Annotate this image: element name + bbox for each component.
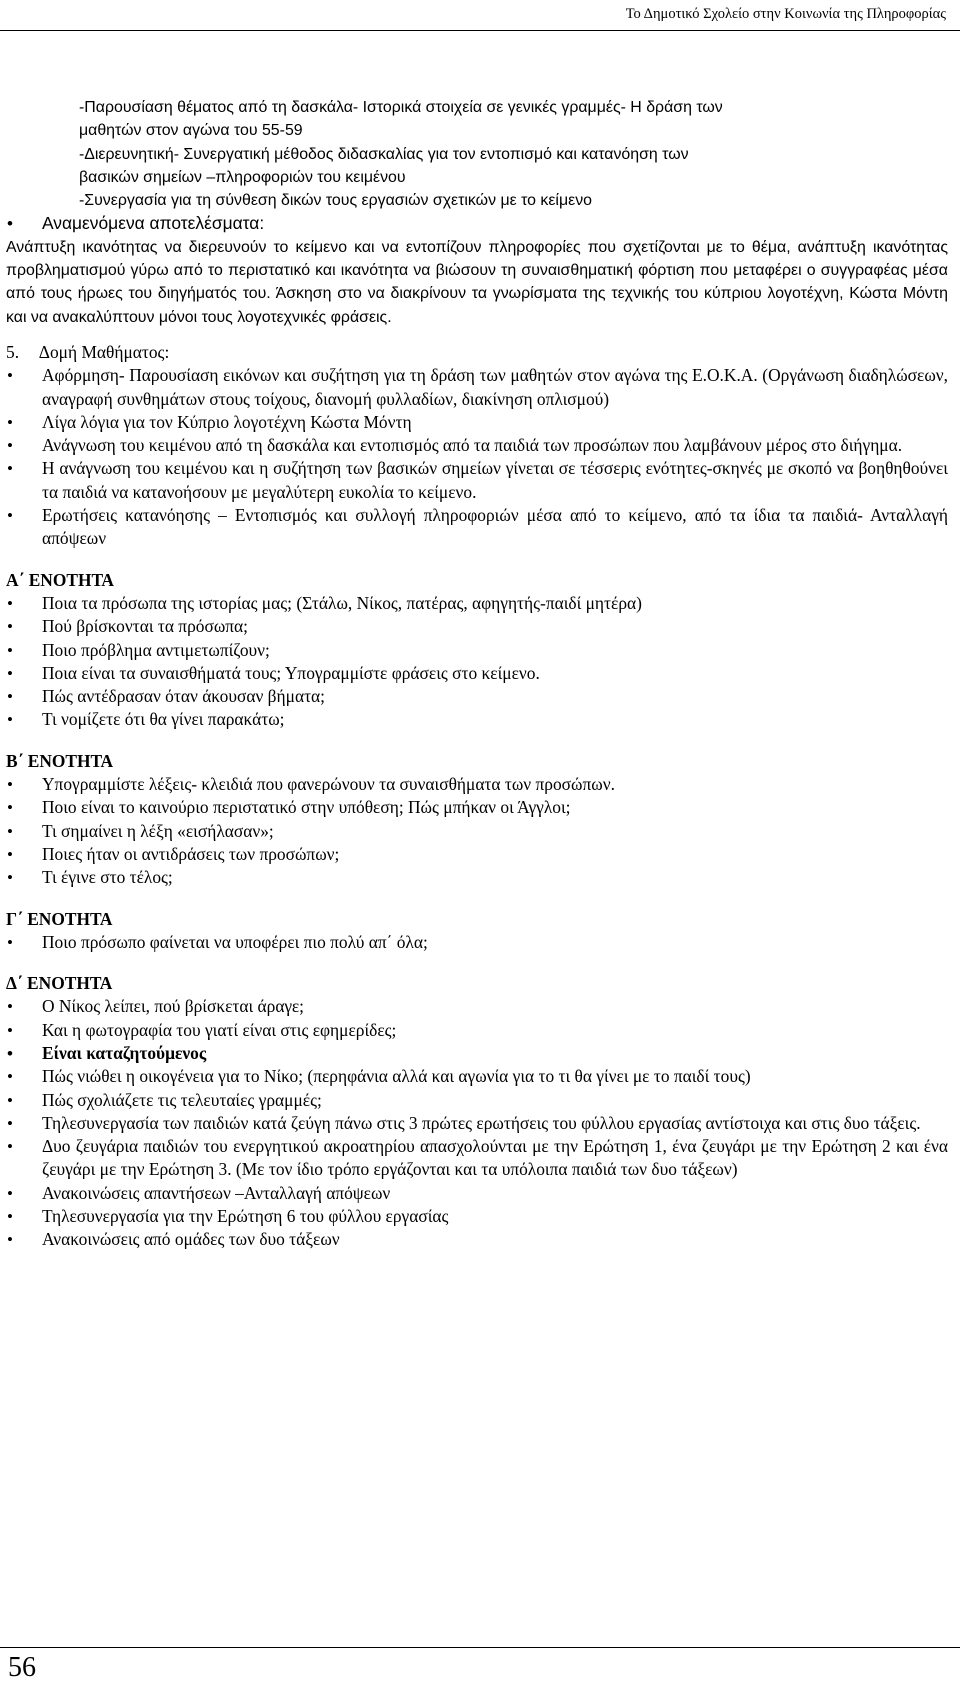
lesson-structure-list — [6, 364, 948, 550]
list-item: • Ποια τα πρόσωπα της ιστορίας μας; (Στάλω, Νίκος, πατέρας, αφηγητής-παιδί μητέρα) — [6, 592, 948, 615]
section-d-title: Δ΄ ΕΝΟΤΗΤΑ — [6, 973, 113, 994]
running-header: Το Δημοτικό Σχολείο στην Κοινωνία της Πληροφορίας — [625, 6, 946, 22]
intro-line: -Συνεργασία για τη σύνθεση δικών τους εργασιών σχετικών με το κείμενο — [79, 192, 592, 210]
list-item: • Τι έγινε στο τέλος; — [6, 866, 948, 889]
list-item: • Τι νομίζετε ότι θα γίνει παρακάτω; — [6, 708, 948, 731]
list-item: • Λίγα λόγια για τον Κύπριο λογοτέχνη Κώστα Μόντη — [6, 411, 948, 434]
section-title: Δομή Μαθήματος: — [38, 341, 170, 362]
section-c-list — [6, 931, 948, 954]
document-body — [6, 96, 948, 1252]
list-item: • Ο Νίκος λείπει, πού βρίσκεται άραγε; — [6, 995, 948, 1018]
list-item: • Υπογραμμίστε λέξεις- κλειδιά που φανερώνουν τα συναισθήματα των προσώπων. — [6, 773, 948, 796]
section-a-list — [6, 592, 948, 732]
list-item: • Δυο ζευγάρια παιδιών του ενεργητικού ακροατηρίου απασχολούνται με την Ερώτηση 1, ένα ζευγάρι με την Ερώτηση 2 και ένα ζευγάρι με την Ερώτηση 3. (Με τον ίδιο τρόπο εργάζονται και τα υπόλοιπα παιδιά των δυο τάξεων) — [6, 1135, 948, 1182]
list-item: • Ποιες ήταν οι αντιδράσεις των προσώπων; — [6, 843, 948, 866]
intro-line: -Διερευνητική- Συνεργατική μέθοδος διδασκαλίας για τον εντοπισμό και κατανόηση των — [79, 145, 689, 163]
section-a-title: Α΄ ΕΝΟΤΗΤΑ — [6, 569, 114, 590]
intro-line: βασικών σημείων –πληροφοριών του κειμένου — [79, 168, 406, 186]
list-item: • Τι σημαίνει η λέξη «εισήλασαν»; — [6, 820, 948, 843]
section-c-title: Γ΄ ΕΝΟΤΗΤΑ — [6, 908, 113, 929]
intro-block — [6, 96, 948, 212]
footer-divider — [0, 1647, 960, 1648]
list-item: • Ποια είναι τα συναισθήματά τους; Υπογραμμίστε φράσεις στο κείμενο. — [6, 662, 948, 685]
list-item: • Ποιο είναι το καινούριο περιστατικό στην υπόθεση; Πώς μπήκαν οι Άγγλοι; — [6, 796, 948, 819]
intro-line: μαθητών στον αγώνα του 55-59 — [79, 122, 303, 140]
list-item: • Ανακοινώσεις από ομάδες των δυο τάξεων — [6, 1228, 948, 1251]
page-number: 56 — [8, 1652, 36, 1683]
list-item: • Η ανάγνωση του κειμένου και η συζήτηση των βασικών σημείων γίνεται σε τέσσερις ενότητες-σκηνές με σκοπό να βοηθηθούνει τα παιδιά να κατανοήσουν με μεγαλύτερη ευκολία το κείμενο. — [6, 457, 948, 504]
list-item: • Πώς σχολιάζετε τις τελευταίες γραμμές; — [6, 1089, 948, 1112]
list-item: • Πού βρίσκονται τα πρόσωπα; — [6, 615, 948, 638]
lesson-structure-heading — [6, 341, 948, 364]
list-item: • Ποιο πρόσωπο φαίνεται να υποφέρει πιο πολύ απ΄ όλα; — [6, 931, 948, 954]
header-divider — [0, 30, 960, 31]
list-item: • Και η φωτογραφία του γιατί είναι στις εφημερίδες; — [6, 1019, 948, 1042]
list-item: • Τηλεσυνεργασία των παιδιών κατά ζεύγη πάνω στις 3 πρώτες ερωτήσεις του φύλλου εργασίας αντίστοιχα και στις δυο τάξεις. — [6, 1112, 948, 1135]
expected-results-label: • Αναμενόμενα αποτελέσματα: — [6, 212, 948, 235]
list-item: • Ερωτήσεις κατανόησης – Εντοπισμός και συλλογή πληροφοριών μέσα από το κείμενο, από τα ίδια τα παιδιά- Ανταλλαγή απόψεων — [6, 504, 948, 551]
list-item: • Πώς αντέδρασαν όταν άκουσαν βήματα; — [6, 685, 948, 708]
list-item: • Πώς νιώθει η οικογένεια για το Νίκο; (περηφάνια αλλά και αγωνία για το τι θα γίνει με το παιδί τους) — [6, 1065, 948, 1088]
expected-results-paragraph: Ανάπτυξη ικανότητας να διερευνούν το κείμενο και να εντοπίζουν πληροφορίες που σχετίζονται με το θέμα, ανάπτυξη ικανότητας προβληματισμού γύρω από το περιστατικό και ικανότητα να βιώσουν τη συναισθηματική φόρτιση που μεταφέρει ο συγγραφέας μέσα από τους ήρωες του διηγήματός του. Άσκηση στο να διακρίνουν τα γνωρίσματα της τεχνικής του κύπριου λογοτέχνη, Κώστα Μόντη και να ανακαλύπτουν μόνοι τους λογοτεχνικές φράσεις. — [6, 238, 948, 326]
list-item: • Ανακοινώσεις απαντήσεων –Ανταλλαγή απόψεων — [6, 1182, 948, 1205]
list-item: • Αφόρμηση- Παρουσίαση εικόνων και συζήτηση για τη δράση των μαθητών στον αγώνα της Ε.Ο.Κ.Α. (Οργάνωση διαδηλώσεων, αναγραφή συνθημάτων στους τοίχους, διανομή φυλλαδίων, διακίνηση οπλισμού) — [6, 364, 948, 411]
section-b-list — [6, 773, 948, 889]
list-item: • Τηλεσυνεργασία για την Ερώτηση 6 του φύλλου εργασίας — [6, 1205, 948, 1228]
section-d-list — [6, 995, 948, 1251]
list-item: • Ανάγνωση του κειμένου από τη δασκάλα και εντοπισμός από τα παιδιά των προσώπων που λαμβάνουν μέρος στο διήγημα. — [6, 434, 948, 457]
intro-line: -Παρουσίαση θέματος από τη δασκάλα- Ιστορικά στοιχεία σε γενικές γραμμές- Η δράση των — [79, 99, 723, 116]
list-item: • Είναι καταζητούμενος — [6, 1042, 948, 1065]
section-number: 5. — [6, 341, 20, 362]
section-b-title: Β΄ ΕΝΟΤΗΤΑ — [6, 750, 114, 771]
list-item: • Ποιο πρόβλημα αντιμετωπίζουν; — [6, 639, 948, 662]
